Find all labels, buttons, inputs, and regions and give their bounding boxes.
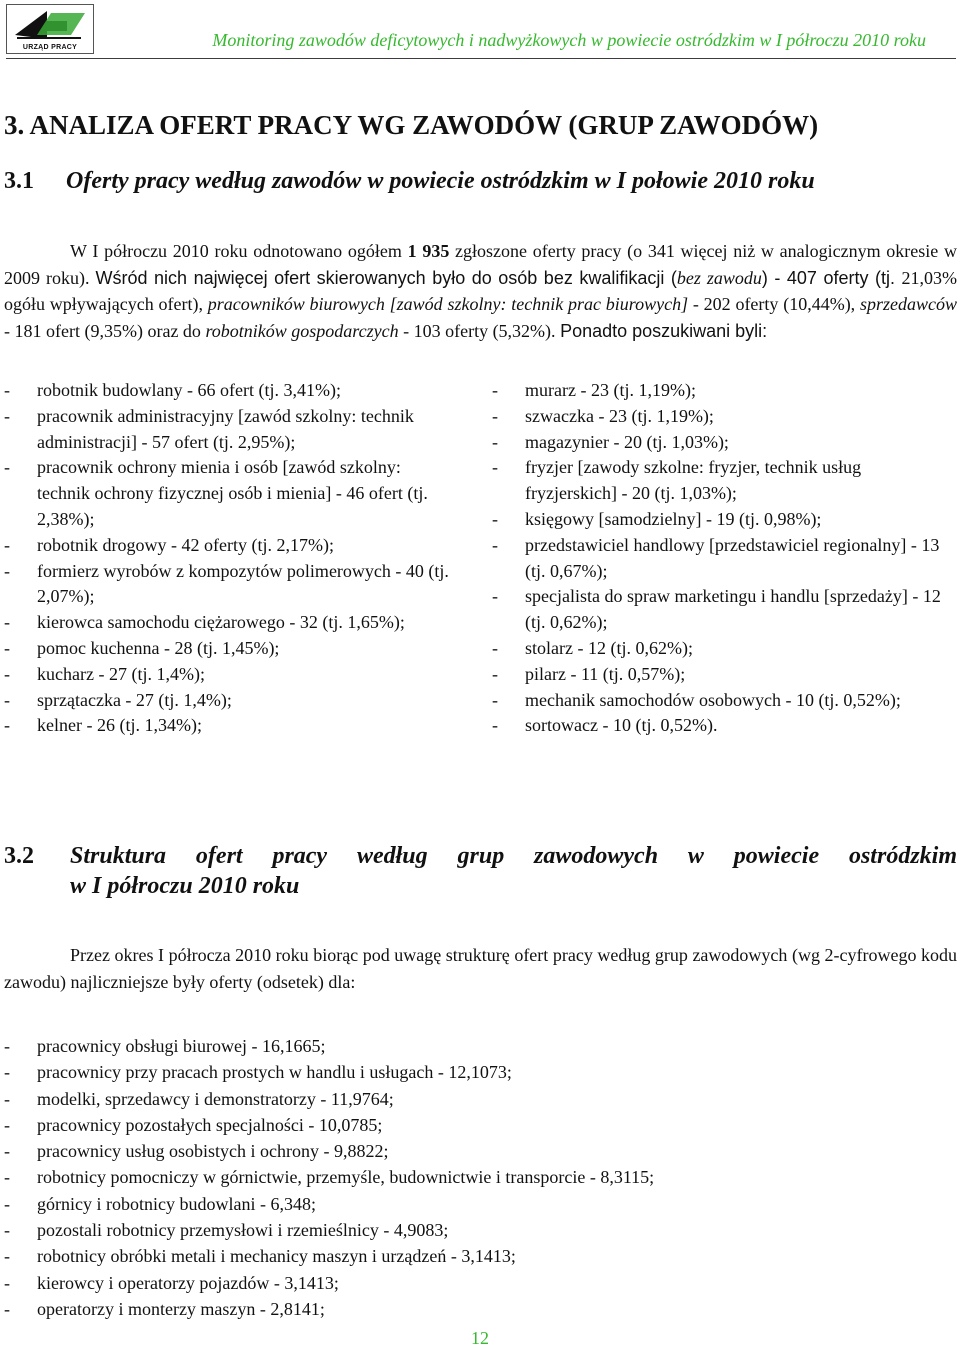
- heading-word: według: [356, 843, 428, 869]
- text-run: Wśród nich najwięcej ofert skierowanych było do osób bez kwalifikacji (: [95, 267, 677, 288]
- list-dash: -: [4, 405, 10, 426]
- list-item: [492, 636, 942, 662]
- text-run: pracowników biurowych [zawód szkolny: technik prac biurowych]: [207, 294, 689, 314]
- intro-paragraph: [4, 238, 957, 344]
- list-dash: -: [4, 1272, 10, 1293]
- list-item: [492, 533, 942, 585]
- list-item-text: robotnik budowlany - 66 ofert (tj. 3,41%);: [37, 380, 341, 400]
- list-item: [492, 430, 942, 456]
- list-item-text: pomoc kuchenna - 28 (tj. 1,45%);: [37, 637, 280, 658]
- list-item-text: robotnik drogowy - 42 oferty (tj. 2,17%);: [37, 534, 334, 555]
- list-item-text: stolarz - 12 (tj. 0,62%);: [525, 637, 693, 658]
- list-dash: -: [492, 380, 498, 400]
- text-run: ) - 407 oferty (tj.: [761, 267, 902, 288]
- page-number: 12: [471, 1328, 489, 1348]
- heading-line: w I półroczu 2010 roku: [70, 873, 300, 899]
- list-item-text: pracownicy usług osobistych i ochrony - 9,8822;: [37, 1141, 389, 1162]
- list-item: [4, 1217, 954, 1243]
- list-dash: -: [4, 1141, 10, 1162]
- heading-word: ofert: [195, 843, 243, 869]
- total-offers: 1 935: [407, 241, 450, 261]
- list-item: [492, 584, 942, 636]
- heading-word: powiecie: [733, 843, 820, 869]
- heading-word: pracy: [272, 843, 328, 869]
- text-run: 21,03% ogółu wpływających ofert),: [4, 267, 957, 314]
- section-number: 3.2: [4, 843, 34, 869]
- list-dash: -: [4, 715, 10, 736]
- list-item: [4, 1270, 954, 1296]
- heading-word: ostródzkim: [848, 843, 957, 869]
- list-item-text: murarz - 23 (tj. 1,19%);: [525, 380, 696, 400]
- heading-word: grup: [457, 843, 505, 869]
- structure-paragraph: Przez okres I półrocza 2010 roku biorąc pod uwagę strukturę ofert pracy według grup zawodowych (wg 2-cyfrowego kodu zawodu) najliczniejsze były oferty (odsetek) dla:: [4, 945, 957, 992]
- list-dash: -: [492, 508, 498, 529]
- list-dash: -: [492, 586, 498, 607]
- list-item-text: robotnicy obróbki metali i mechanicy maszyn i urządzeń - 3,1413;: [37, 1246, 516, 1267]
- list-item-text: mechanik samochodów osobowych - 10 (tj. 0,52%);: [525, 689, 901, 710]
- list-dash: -: [4, 1062, 10, 1083]
- list-item: [4, 455, 454, 532]
- list-item: [4, 1086, 954, 1112]
- list-item: [4, 1191, 954, 1217]
- section-3-1-heading: [4, 168, 815, 195]
- list-item-text: modelki, sprzedawcy i demonstratorzy - 11,9764;: [37, 1088, 394, 1109]
- heading-word: zawodowych: [534, 843, 659, 869]
- list-item: [4, 713, 454, 739]
- list-dash: -: [4, 1036, 10, 1056]
- list-dash: -: [4, 1167, 10, 1188]
- list-item-text: górnicy i robotnicy budowlani - 6,348;: [37, 1193, 316, 1214]
- list-item: [492, 507, 942, 533]
- list-item: [4, 610, 454, 636]
- list-dash: -: [492, 715, 498, 736]
- list-dash: -: [4, 1088, 10, 1109]
- list-dash: -: [492, 534, 498, 555]
- list-item-text: sprzątaczka - 27 (tj. 1,4%);: [37, 689, 232, 710]
- list-item: [4, 1296, 954, 1322]
- list-dash: -: [4, 612, 10, 633]
- text-run: Ponadto poszukiwani byli:: [560, 320, 768, 341]
- heading-word-text: Struktura: [70, 843, 167, 869]
- text-run: - 202 oferty (10,44%),: [688, 294, 860, 314]
- text-run: - 181 ofert (9,35%) oraz do: [4, 320, 206, 341]
- heading-word: w: [687, 843, 704, 869]
- list-dash: -: [4, 1246, 10, 1267]
- list-item-text: księgowy [samodzielny] - 19 (tj. 0,98%);: [525, 508, 822, 529]
- list-item: [4, 404, 454, 456]
- list-item: [4, 1164, 954, 1190]
- list-item: [492, 404, 942, 430]
- text-run: sprzedawców: [859, 294, 957, 314]
- list-item-text: pracownicy przy pracach prostych w handlu i usługach - 12,1073;: [37, 1062, 512, 1083]
- list-item-text: pilarz - 11 (tj. 0,57%);: [525, 663, 686, 684]
- list-item-text: robotnicy pomocniczy w górnictwie, przemyśle, budownictwie i transporcie - 8,3115;: [37, 1167, 655, 1188]
- list-dash: -: [492, 689, 498, 710]
- list-item-text: fryzjer [zawody szkolne: fryzjer, technik usług fryzjerskich] - 20 (tj. 1,03%);: [525, 457, 862, 504]
- list-item: [4, 636, 454, 662]
- list-item-text: specjalista do spraw marketingu i handlu [sprzedaży] - 12 (tj. 0,62%);: [525, 586, 941, 633]
- list-item-text: formierz wyrobów z kompozytów polimerowych - 40 (tj. 2,07%);: [37, 560, 449, 607]
- text-run: bez zawodu: [676, 267, 762, 288]
- list-item-text: szwaczka - 23 (tj. 1,19%);: [525, 405, 714, 426]
- list-item: [492, 378, 942, 404]
- list-dash: -: [4, 1193, 10, 1214]
- list-item-text: pracownik ochrony mienia i osób [zawód szkolny: technik ochrony fizycznej osób i mienia] - 46 ofert (tj. 2,38%);: [37, 457, 428, 529]
- page-header: [6, 4, 956, 59]
- list-item: [4, 378, 454, 404]
- text-run: zgłoszone oferty pracy (o 341 więcej niż w analogicznym okresie w 2009 roku).: [4, 241, 957, 288]
- text-run: W I półroczu 2010 roku odnotowano ogółem: [70, 241, 408, 261]
- logo-arrow-icon: [7, 5, 93, 45]
- list-item-text: kierowca samochodu ciężarowego - 32 (tj. 1,65%);: [37, 612, 405, 633]
- list-dash: -: [4, 560, 10, 581]
- list-dash: -: [492, 431, 498, 452]
- list-item-text: kucharz - 27 (tj. 1,4%);: [37, 663, 205, 684]
- text-run: - 103 oferty (5,32%).: [398, 320, 561, 341]
- occupations-list-right: [492, 378, 942, 739]
- list-item: [4, 688, 454, 714]
- list-dash: -: [4, 534, 10, 555]
- list-item: [4, 533, 454, 559]
- occupations-list-left: [4, 378, 454, 739]
- logo-text: URZĄD PRACY: [22, 44, 78, 51]
- list-dash: -: [4, 1298, 10, 1319]
- list-item-text: pracownicy pozostałych specjalności - 10,0785;: [37, 1114, 383, 1135]
- list-dash: -: [4, 457, 10, 478]
- list-item-text: kelner - 26 (tj. 1,34%);: [37, 715, 202, 736]
- list-item: [492, 662, 942, 688]
- heading-word: [4, 841, 166, 871]
- section-number: 3.1: [4, 168, 34, 194]
- urzad-pracy-logo: [6, 4, 94, 54]
- list-item: [492, 688, 942, 714]
- list-dash: -: [4, 1220, 10, 1241]
- list-dash: -: [492, 457, 498, 478]
- list-item: [4, 1243, 954, 1269]
- list-dash: -: [4, 689, 10, 710]
- header-title: Monitoring zawodów deficytowych i nadwyżkowych w powiecie ostródzkim w I półroczu 2010 roku: [212, 30, 926, 50]
- list-item-text: magazynier - 20 (tj. 1,03%);: [525, 431, 729, 452]
- list-item-text: operatorzy i monterzy maszyn - 2,8141;: [37, 1298, 325, 1319]
- list-item-text: pracownicy obsługi biurowej - 16,1665;: [37, 1036, 326, 1056]
- list-dash: -: [4, 637, 10, 658]
- heading-line: [4, 841, 957, 871]
- list-item: [4, 1138, 954, 1164]
- list-dash: -: [4, 663, 10, 684]
- list-item: [4, 1059, 954, 1085]
- list-dash: -: [492, 637, 498, 658]
- section-3-2-heading: [4, 841, 957, 901]
- list-item-text: przedstawiciel handlowy [przedstawiciel regionalny] - 13 (tj. 0,67%);: [525, 534, 940, 581]
- text-run: robotników gospodarczych: [205, 320, 399, 341]
- list-dash: -: [4, 380, 10, 400]
- list-item: [4, 1112, 954, 1138]
- list-item-text: pracownik administracyjny [zawód szkolny: technik administracji] - 57 ofert (tj. 2,95%);: [37, 405, 414, 452]
- list-item-text: pozostali robotnicy przemysłowi i rzemieślnicy - 4,9083;: [37, 1220, 449, 1241]
- list-item: [4, 1033, 954, 1059]
- list-item: [4, 559, 454, 611]
- list-item-text: sortowacz - 10 (tj. 0,52%).: [525, 715, 718, 736]
- occupation-groups-list: [4, 1033, 954, 1322]
- list-item: [492, 455, 942, 507]
- list-dash: -: [492, 663, 498, 684]
- list-dash: -: [4, 1114, 10, 1135]
- list-item-text: kierowcy i operatorzy pojazdów - 3,1413;: [37, 1272, 339, 1293]
- section-3-heading: 3. ANALIZA OFERT PRACY WG ZAWODÓW (GRUP ZAWODÓW): [4, 110, 819, 140]
- list-dash: -: [492, 405, 498, 426]
- list-item: [4, 662, 454, 688]
- section-title: Oferty pracy według zawodów w powiecie ostródzkim w I połowie 2010 roku: [66, 168, 815, 194]
- list-item: [492, 713, 942, 739]
